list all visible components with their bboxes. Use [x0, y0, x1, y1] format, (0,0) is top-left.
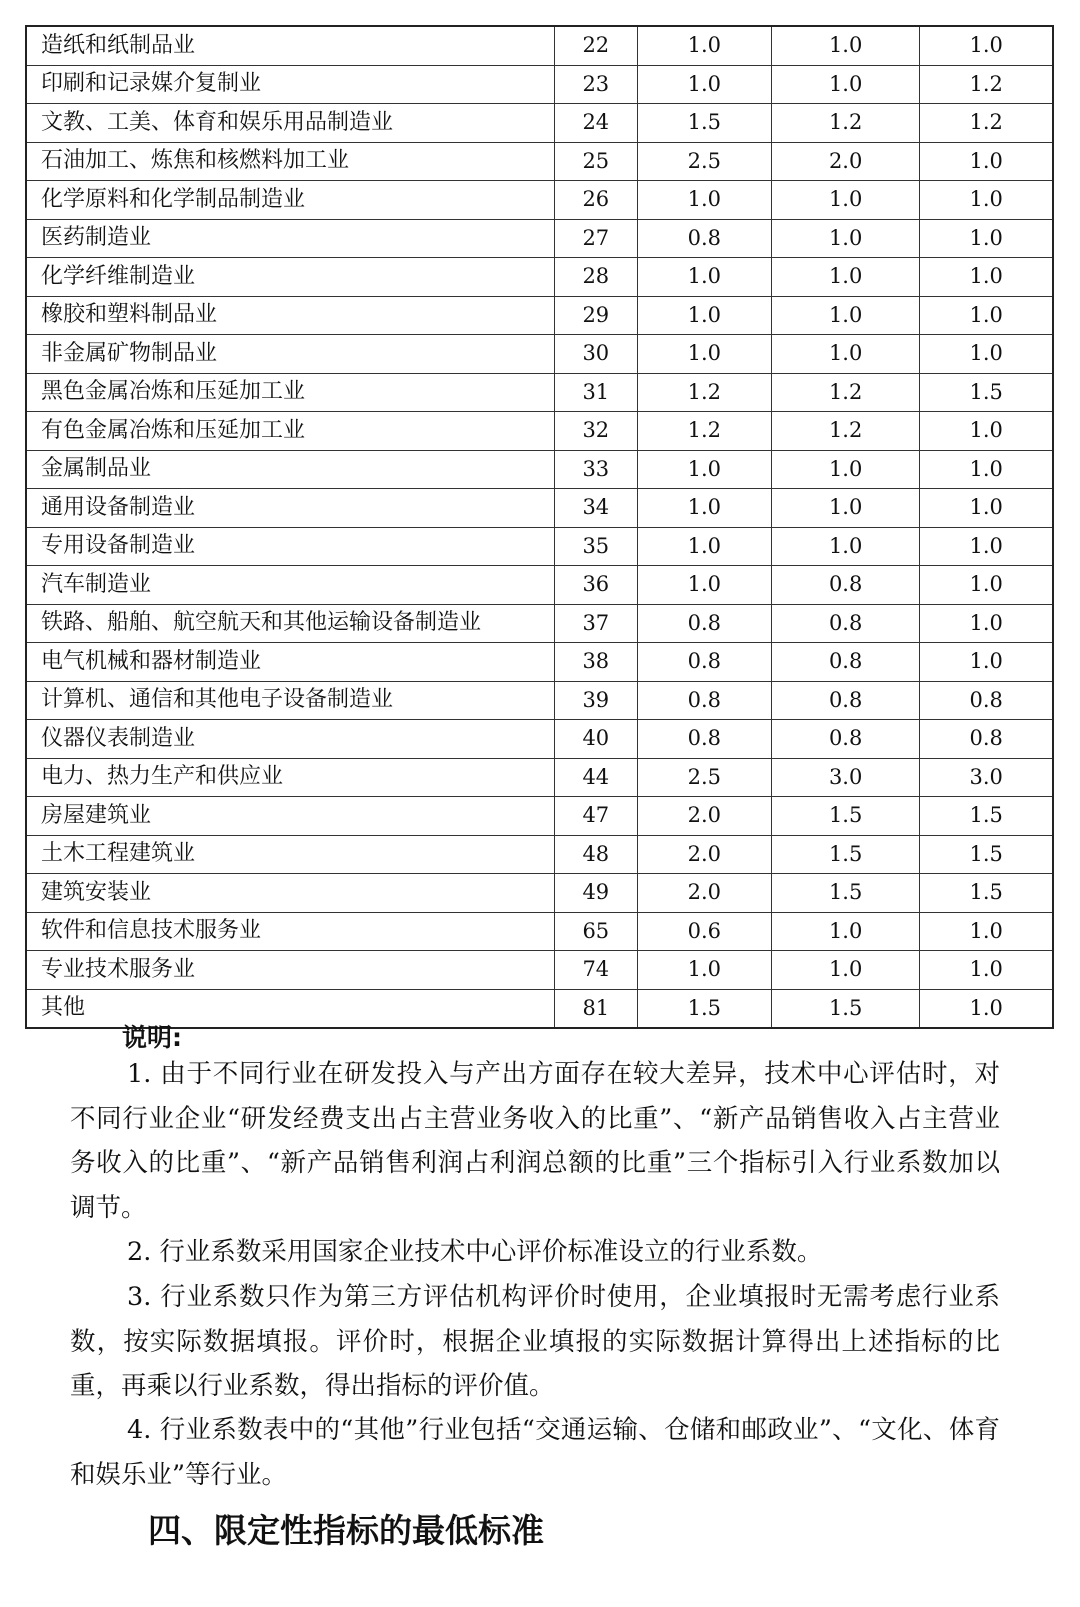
table-row [26, 797, 1053, 836]
coefficient-cell-1: 2.0 [637, 797, 771, 836]
table-row [26, 450, 1053, 489]
table-row [26, 142, 1053, 181]
coefficient-cell-1: 1.0 [637, 489, 771, 528]
industry-code-cell: 32 [554, 412, 637, 451]
industry-code-cell: 22 [554, 26, 637, 65]
coefficient-cell-2: 0.8 [771, 681, 919, 720]
industry-name-cell: 橡胶和塑料制品业 [26, 296, 554, 335]
coefficient-cell-1: 0.8 [637, 643, 771, 682]
industry-code-cell: 81 [554, 989, 637, 1028]
coefficient-cell-2: 1.5 [771, 989, 919, 1028]
table-row [26, 219, 1053, 258]
coefficient-cell-2: 1.0 [771, 489, 919, 528]
coefficient-cell-2: 1.5 [771, 835, 919, 874]
coefficient-cell-2: 1.0 [771, 335, 919, 374]
industry-code-cell: 28 [554, 258, 637, 297]
coefficient-cell-2: 3.0 [771, 758, 919, 797]
industry-name-cell: 房屋建筑业 [26, 797, 554, 836]
table-row [26, 489, 1053, 528]
table-row [26, 181, 1053, 220]
industry-code-cell: 29 [554, 296, 637, 335]
table-row [26, 258, 1053, 297]
industry-code-cell: 37 [554, 604, 637, 643]
table-row [26, 643, 1053, 682]
industry-code-cell: 44 [554, 758, 637, 797]
coefficient-cell-3: 1.0 [920, 142, 1053, 181]
coefficient-cell-3: 1.0 [920, 258, 1053, 297]
industry-code-cell: 35 [554, 527, 637, 566]
table-row [26, 681, 1053, 720]
coefficient-cell-3: 1.5 [920, 373, 1053, 412]
note-item-2: 2. 行业系数采用国家企业技术中心评价标准设立的行业系数。 [127, 1237, 823, 1267]
coefficient-cell-2: 1.5 [771, 797, 919, 836]
industry-name-cell: 电气机械和器材制造业 [26, 643, 554, 682]
coefficient-cell-3: 1.0 [920, 296, 1053, 335]
industry-code-cell: 30 [554, 335, 637, 374]
table-row [26, 758, 1053, 797]
coefficient-cell-1: 2.0 [637, 874, 771, 913]
industry-name-cell: 计算机、通信和其他电子设备制造业 [26, 681, 554, 720]
table-row [26, 951, 1053, 990]
industry-code-cell: 25 [554, 142, 637, 181]
coefficient-cell-3: 1.0 [920, 412, 1053, 451]
coefficient-cell-2: 1.0 [771, 65, 919, 104]
industry-name-cell: 铁路、船舶、航空航天和其他运输设备制造业 [26, 604, 554, 643]
coefficient-cell-3: 1.0 [920, 643, 1053, 682]
industry-code-cell: 23 [554, 65, 637, 104]
coefficient-cell-3: 1.0 [920, 489, 1053, 528]
coefficient-cell-3: 1.0 [920, 566, 1053, 605]
note-item-1: 1. 由于不同行业在研发投入与产出方面存在较大差异，技术中心评估时，对不同行业企业“研发经费支出占主营业务收入的比重”、“新产品销售收入占主营业务收入的比重”、“新产品销售利润占利润总额的比重”三个指标引入行业系数加以调节。 [70, 1059, 1000, 1223]
industry-name-cell: 其他 [26, 989, 554, 1028]
industry-name-cell: 黑色金属冶炼和压延加工业 [26, 373, 554, 412]
industry-code-cell: 31 [554, 373, 637, 412]
coefficient-cell-2: 1.0 [771, 181, 919, 220]
coefficient-cell-1: 1.0 [637, 335, 771, 374]
table-row [26, 604, 1053, 643]
coefficient-cell-2: 1.0 [771, 296, 919, 335]
coefficient-cell-2: 0.8 [771, 643, 919, 682]
table-row [26, 912, 1053, 951]
industry-name-cell: 印刷和记录媒介复制业 [26, 65, 554, 104]
coefficient-cell-2: 1.2 [771, 412, 919, 451]
coefficient-cell-1: 1.0 [637, 296, 771, 335]
coefficient-cell-1: 1.0 [637, 951, 771, 990]
industry-name-cell: 专用设备制造业 [26, 527, 554, 566]
industry-name-cell: 化学纤维制造业 [26, 258, 554, 297]
coefficient-cell-1: 0.6 [637, 912, 771, 951]
coefficient-cell-3: 1.5 [920, 874, 1053, 913]
coefficient-cell-3: 1.0 [920, 335, 1053, 374]
coefficient-cell-1: 1.2 [637, 412, 771, 451]
industry-code-cell: 34 [554, 489, 637, 528]
table-body [26, 26, 1053, 1028]
industry-code-cell: 40 [554, 720, 637, 759]
note-item-3: 3. 行业系数只作为第三方评估机构评价时使用，企业填报时无需考虑行业系数，按实际数据填报。评价时，根据企业填报的实际数据计算得出上述指标的比重，再乘以行业系数，得出指标的评价值。 [70, 1282, 1000, 1401]
table-row [26, 373, 1053, 412]
notes-heading: 说明: [122, 1023, 182, 1052]
coefficient-cell-2: 1.0 [771, 219, 919, 258]
coefficient-cell-1: 2.0 [637, 835, 771, 874]
coefficient-cell-3: 3.0 [920, 758, 1053, 797]
industry-code-cell: 26 [554, 181, 637, 220]
coefficient-cell-3: 1.0 [920, 604, 1053, 643]
industry-name-cell: 造纸和纸制品业 [26, 26, 554, 65]
coefficient-cell-1: 2.5 [637, 142, 771, 181]
section-title: 四、限定性指标的最低标准 [148, 1511, 544, 1550]
industry-code-cell: 39 [554, 681, 637, 720]
table-row [26, 835, 1053, 874]
coefficient-cell-3: 1.2 [920, 65, 1053, 104]
industry-name-cell: 电力、热力生产和供应业 [26, 758, 554, 797]
coefficient-cell-3: 1.0 [920, 989, 1053, 1028]
coefficient-cell-1: 1.0 [637, 181, 771, 220]
coefficient-cell-3: 0.8 [920, 681, 1053, 720]
coefficient-cell-2: 0.8 [771, 566, 919, 605]
table-row [26, 566, 1053, 605]
coefficient-cell-2: 1.5 [771, 874, 919, 913]
coefficient-cell-3: 1.5 [920, 835, 1053, 874]
coefficient-cell-1: 1.0 [637, 65, 771, 104]
industry-name-cell: 专业技术服务业 [26, 951, 554, 990]
coefficient-cell-3: 1.2 [920, 104, 1053, 143]
coefficient-cell-1: 1.0 [637, 450, 771, 489]
coefficient-cell-2: 1.0 [771, 258, 919, 297]
coefficient-cell-1: 1.0 [637, 258, 771, 297]
table-row [26, 335, 1053, 374]
note-item-4: 4. 行业系数表中的“其他”行业包括“交通运输、仓储和邮政业”、“文化、体育和娱乐业”等行业。 [70, 1415, 1000, 1490]
coefficient-cell-1: 0.8 [637, 604, 771, 643]
industry-name-cell: 有色金属冶炼和压延加工业 [26, 412, 554, 451]
industry-code-cell: 24 [554, 104, 637, 143]
coefficient-cell-3: 1.0 [920, 527, 1053, 566]
industry-name-cell: 化学原料和化学制品制造业 [26, 181, 554, 220]
coefficient-cell-2: 1.0 [771, 912, 919, 951]
table-row [26, 720, 1053, 759]
industry-name-cell: 建筑安装业 [26, 874, 554, 913]
coefficient-cell-2: 1.0 [771, 450, 919, 489]
table-row [26, 527, 1053, 566]
industry-code-cell: 65 [554, 912, 637, 951]
industry-code-cell: 36 [554, 566, 637, 605]
industry-name-cell: 仪器仪表制造业 [26, 720, 554, 759]
coefficient-cell-3: 1.0 [920, 219, 1053, 258]
coefficient-cell-2: 1.2 [771, 373, 919, 412]
coefficient-cell-1: 0.8 [637, 681, 771, 720]
industry-name-cell: 文教、工美、体育和娱乐用品制造业 [26, 104, 554, 143]
industry-name-cell: 非金属矿物制品业 [26, 335, 554, 374]
table-row [26, 65, 1053, 104]
industry-coefficient-table [25, 25, 1054, 1029]
coefficient-cell-2: 0.8 [771, 604, 919, 643]
table-row [26, 26, 1053, 65]
coefficient-cell-2: 1.0 [771, 527, 919, 566]
coefficient-cell-3: 0.8 [920, 720, 1053, 759]
coefficient-cell-2: 1.2 [771, 104, 919, 143]
industry-name-cell: 金属制品业 [26, 450, 554, 489]
coefficient-cell-3: 1.0 [920, 181, 1053, 220]
table-row [26, 296, 1053, 335]
table-row [26, 104, 1053, 143]
coefficient-cell-1: 1.0 [637, 26, 771, 65]
coefficient-cell-1: 0.8 [637, 219, 771, 258]
industry-name-cell: 通用设备制造业 [26, 489, 554, 528]
industry-code-cell: 48 [554, 835, 637, 874]
coefficient-cell-1: 1.5 [637, 104, 771, 143]
table-row [26, 412, 1053, 451]
coefficient-cell-1: 2.5 [637, 758, 771, 797]
coefficient-cell-2: 0.8 [771, 720, 919, 759]
coefficient-cell-3: 1.0 [920, 26, 1053, 65]
industry-name-cell: 软件和信息技术服务业 [26, 912, 554, 951]
industry-name-cell: 汽车制造业 [26, 566, 554, 605]
industry-name-cell: 土木工程建筑业 [26, 835, 554, 874]
coefficient-cell-2: 2.0 [771, 142, 919, 181]
coefficient-cell-1: 0.8 [637, 720, 771, 759]
coefficient-cell-3: 1.0 [920, 951, 1053, 990]
industry-code-cell: 38 [554, 643, 637, 682]
coefficient-cell-1: 1.2 [637, 373, 771, 412]
coefficient-cell-2: 1.0 [771, 26, 919, 65]
industry-code-cell: 33 [554, 450, 637, 489]
coefficient-cell-1: 1.0 [637, 527, 771, 566]
industry-code-cell: 47 [554, 797, 637, 836]
coefficient-cell-1: 1.0 [637, 566, 771, 605]
industry-name-cell: 石油加工、炼焦和核燃料加工业 [26, 142, 554, 181]
industry-name-cell: 医药制造业 [26, 219, 554, 258]
industry-code-cell: 27 [554, 219, 637, 258]
industry-code-cell: 74 [554, 951, 637, 990]
coefficient-cell-1: 1.5 [637, 989, 771, 1028]
coefficient-cell-3: 1.0 [920, 450, 1053, 489]
coefficient-cell-3: 1.0 [920, 912, 1053, 951]
industry-code-cell: 49 [554, 874, 637, 913]
coefficient-cell-3: 1.5 [920, 797, 1053, 836]
table-row [26, 874, 1053, 913]
coefficient-cell-2: 1.0 [771, 951, 919, 990]
